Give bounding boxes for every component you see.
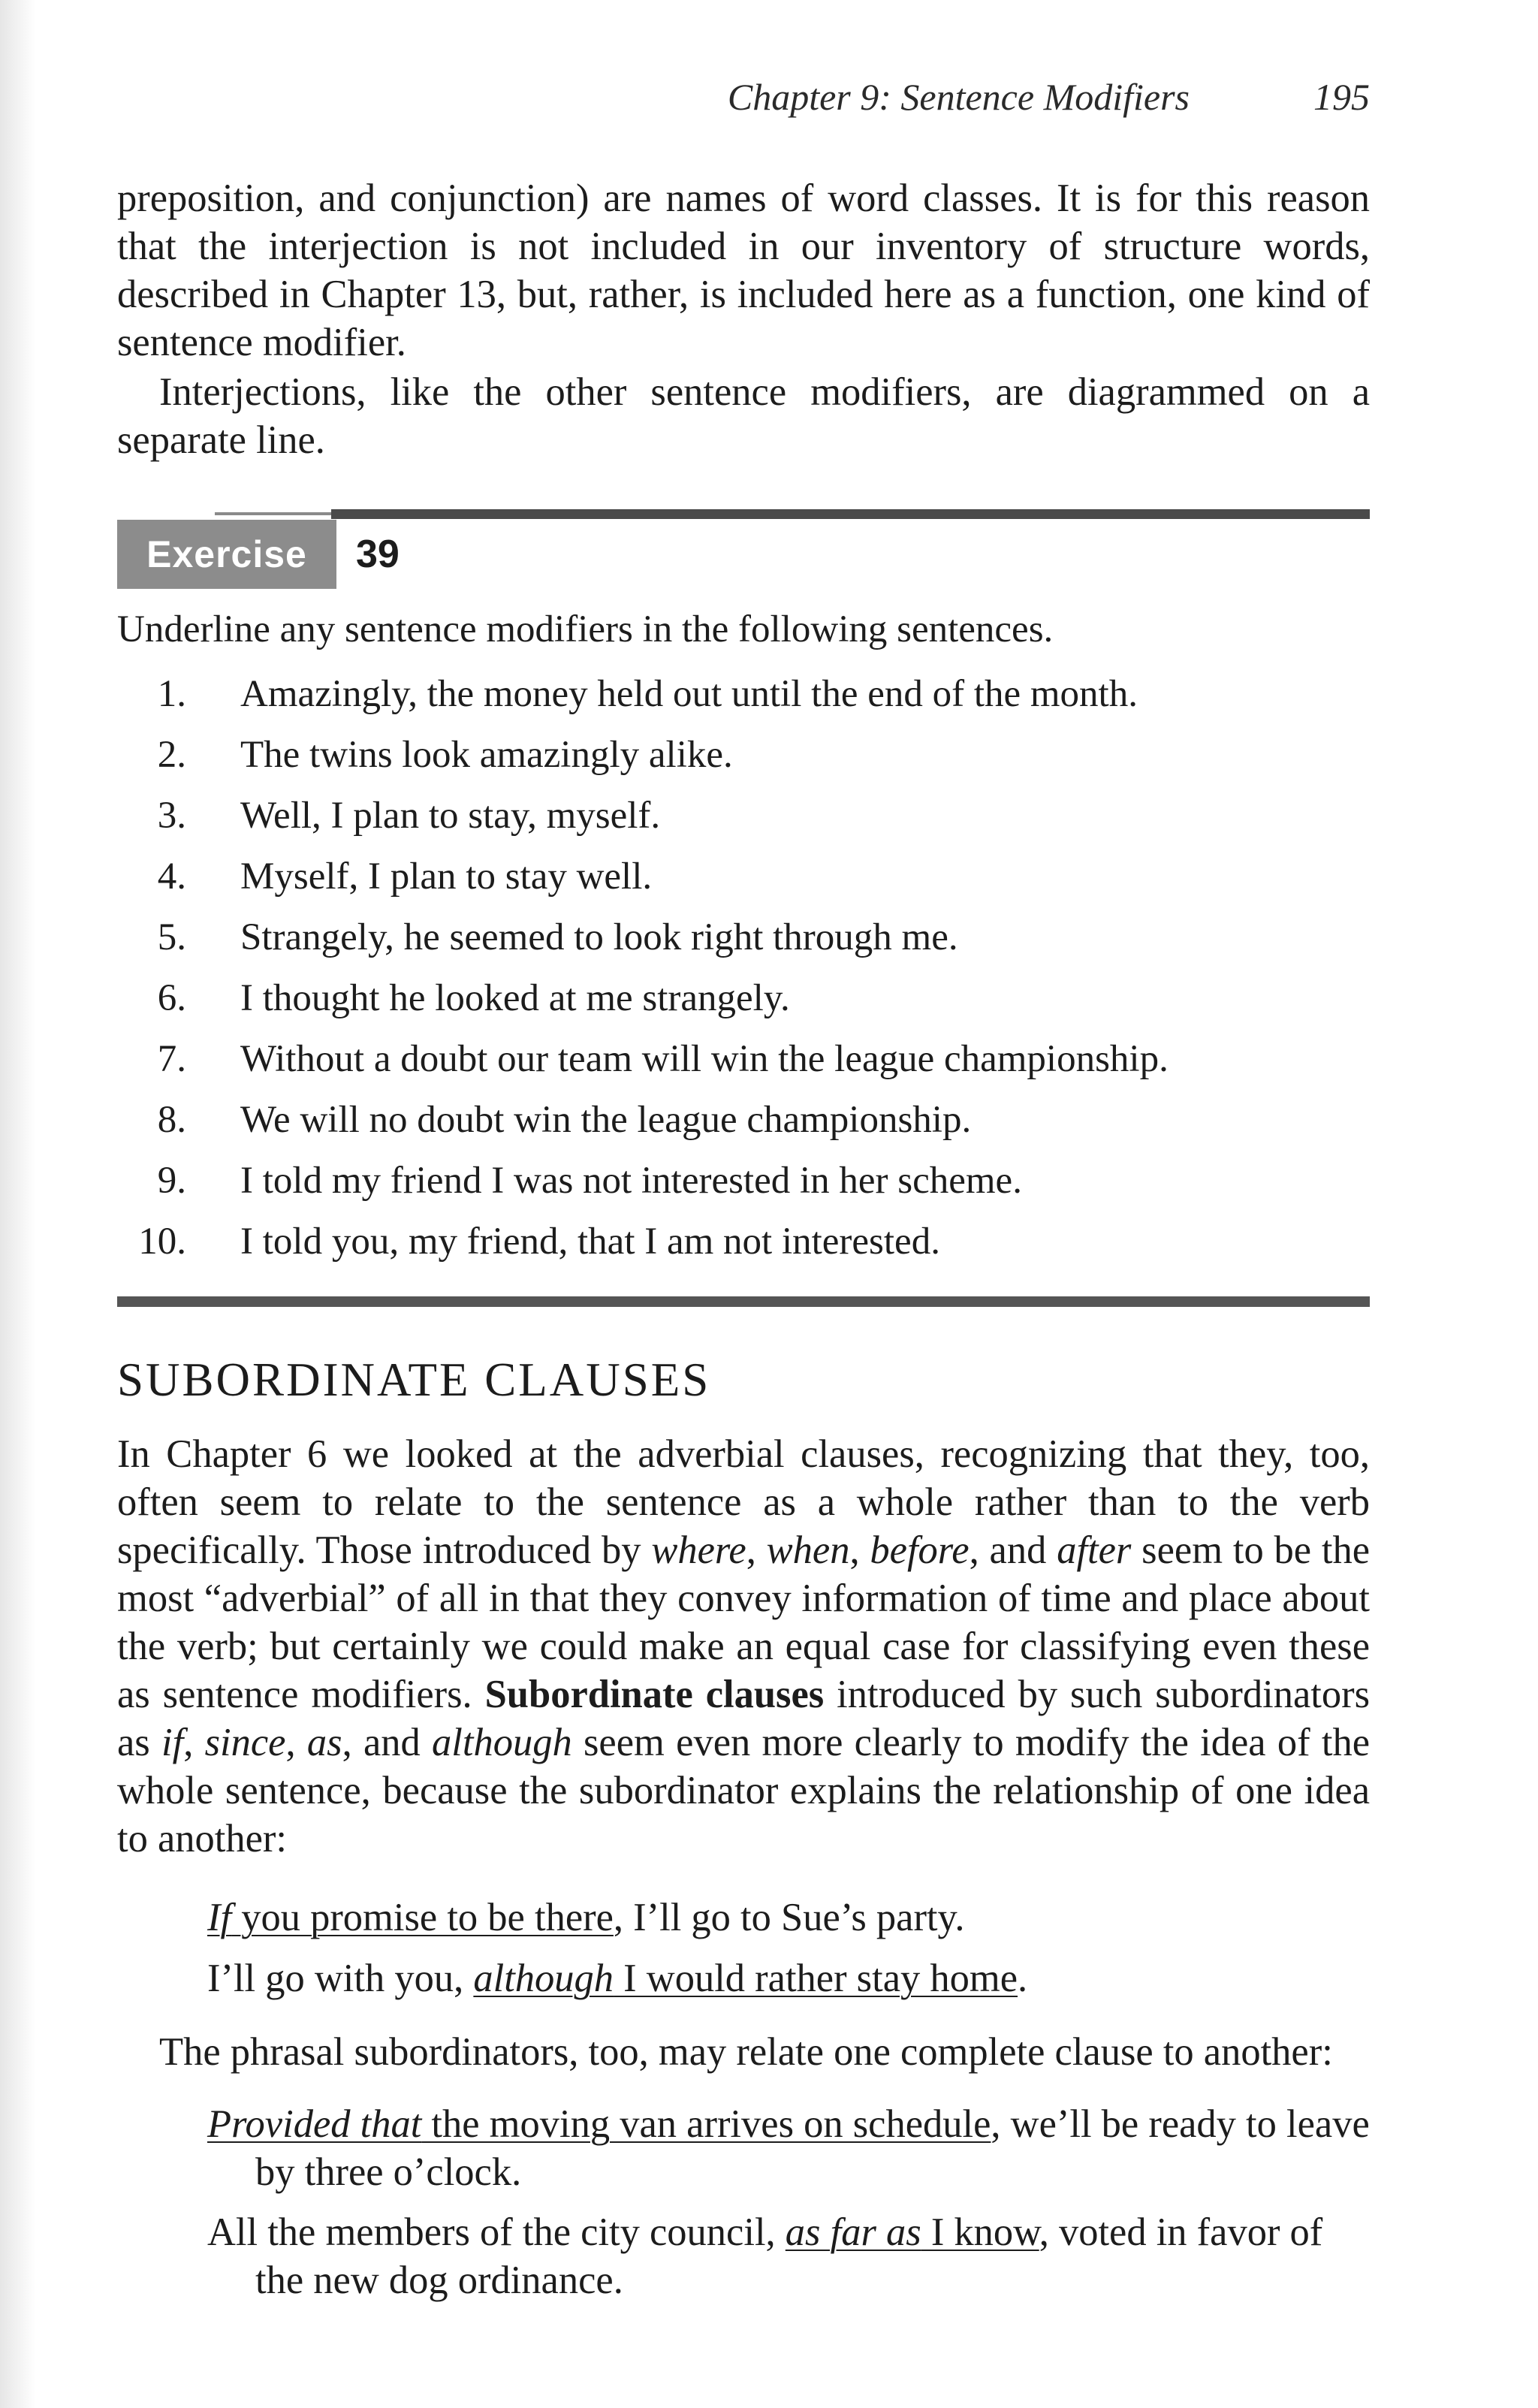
exercise-item-text: The twins look amazingly alike. xyxy=(240,734,733,776)
italic-term: since xyxy=(204,1721,286,1764)
example-sentence-2 xyxy=(207,1954,1027,2002)
italic-term: before xyxy=(870,1528,970,1572)
text-run: , and xyxy=(969,1528,1057,1572)
main-clause-text: , I’ll go to Sue’s party. xyxy=(613,1896,965,1939)
body-paragraph-1: preposition, and conjunction) are names of word classes. It is for this reason that the interjection is not included in our inventory of structure words, described in Chapter 13, but, rather, is included here as a function, one kind of sentence modifier. xyxy=(117,177,1370,364)
exercise-item-text: Strangely, he seemed to look right through me. xyxy=(240,916,958,958)
exercise-item-number: 3. xyxy=(157,795,186,837)
italic-subordinator: although xyxy=(473,1957,614,2000)
exercise-item-number: 6. xyxy=(157,977,186,1019)
text-run: In Chapter 6 we looked at the adverbial clauses, recognizing that they, too, often seem to relate to the sentence as a whole rather than to the verb specifically. Those introduced by xyxy=(117,1432,1370,1572)
exercise-item-text: Myself, I plan to stay well. xyxy=(240,855,653,898)
underlined-clause xyxy=(207,1896,614,1939)
example-sentence-3 xyxy=(207,2100,1370,2196)
underlined-clause xyxy=(473,1957,1018,2000)
text-run: , xyxy=(285,1721,307,1764)
page-gutter-shadow xyxy=(0,0,36,2408)
exercise-item xyxy=(117,792,1370,852)
exercise-instruction: Underline any sentence modifiers in the following sentences. xyxy=(117,608,1054,650)
exercise-item xyxy=(117,913,1370,974)
exercise-item xyxy=(117,1035,1370,1096)
section-paragraph-2: The phrasal subordinators, too, may relate one complete clause to another: xyxy=(159,2030,1333,2074)
example-sentence-4 xyxy=(207,2208,1370,2304)
main-clause-text: I’ll go with you, xyxy=(207,1957,474,2000)
main-clause-text: All the members of the city council, xyxy=(207,2210,786,2254)
running-head xyxy=(117,75,1370,120)
sentence-end: . xyxy=(1018,1957,1028,2000)
exercise-item-number: 9. xyxy=(157,1160,186,1202)
exercise-item-text: We will no doubt win the league championship. xyxy=(240,1099,972,1141)
exercise-item-number: 1. xyxy=(157,673,186,715)
page-number: 195 xyxy=(1313,76,1370,118)
italic-term: when xyxy=(766,1528,850,1572)
text-run: , xyxy=(746,1528,767,1572)
italic-subordinator: If xyxy=(207,1896,232,1939)
italic-subordinator: Provided that xyxy=(207,2102,422,2146)
underlined-clause xyxy=(207,2102,991,2146)
text-run: seem to be the most “adverbial” of all in that they convey information of time and place about the verb; but certainly we could make an equal case for classifying even these as sentence modifiers. xyxy=(117,1528,1371,1716)
exercise-item xyxy=(117,1157,1370,1218)
clause-text: the moving van arrives on schedule xyxy=(421,2102,991,2146)
text-run: , xyxy=(183,1721,205,1764)
exercise-top-rule xyxy=(331,509,1370,519)
exercise-item xyxy=(117,1096,1370,1157)
clause-text: you promise to be there xyxy=(231,1896,614,1939)
italic-term: after xyxy=(1057,1528,1132,1572)
exercise-item-text: I told you, my friend, that I am not interested. xyxy=(240,1221,940,1263)
exercise-item-text: Well, I plan to stay, myself. xyxy=(240,795,661,837)
exercise-box xyxy=(117,502,1370,1313)
exercise-item xyxy=(117,852,1370,913)
text-run: seem even more clearly to modify the idea of the whole sentence, because the subordinator explains the relationship of one idea to another: xyxy=(117,1721,1371,1860)
italic-term: although xyxy=(432,1721,572,1764)
exercise-item xyxy=(117,670,1370,731)
exercise-item-number: 7. xyxy=(157,1038,186,1080)
exercise-item xyxy=(117,731,1370,792)
exercise-item-text: Amazingly, the money held out until the end of the month. xyxy=(240,673,1138,715)
main-clause-text: , we’ll be ready to leave by three o’clock. xyxy=(255,2102,1370,2194)
exercise-item-text: I thought he looked at me strangely. xyxy=(240,977,790,1019)
example-sentence-1 xyxy=(207,1894,964,1942)
underlined-clause xyxy=(786,2210,1039,2254)
exercise-item-number: 10. xyxy=(138,1221,186,1263)
exercise-number: 39 xyxy=(356,533,400,576)
bold-term: Subordinate clauses xyxy=(484,1673,825,1716)
text-run: introduced by such subordinators as xyxy=(117,1673,1371,1764)
italic-subordinator: as far as xyxy=(785,2210,921,2254)
exercise-item-number: 8. xyxy=(157,1099,186,1141)
text-run: , and xyxy=(342,1721,433,1764)
italic-term: as xyxy=(306,1721,342,1764)
clause-text: I know xyxy=(921,2210,1039,2254)
section-heading: SUBORDINATE CLAUSES xyxy=(117,1353,711,1406)
exercise-label: Exercise xyxy=(117,520,336,589)
exercise-item-text: Without a doubt our team will win the league championship. xyxy=(240,1038,1169,1080)
section-paragraph-1 xyxy=(117,1430,1370,1863)
exercise-item xyxy=(117,1218,1370,1278)
exercise-item-number: 2. xyxy=(157,734,186,776)
exercise-list xyxy=(117,670,1370,1278)
italic-term: if xyxy=(161,1721,184,1764)
italic-term: where xyxy=(651,1528,746,1572)
exercise-item-number: 5. xyxy=(157,916,186,958)
clause-text: I would rather stay home xyxy=(614,1957,1018,2000)
exercise-bottom-rule xyxy=(117,1296,1370,1307)
exercise-item xyxy=(117,974,1370,1035)
exercise-rule-thin xyxy=(215,512,335,515)
exercise-item-number: 4. xyxy=(157,855,186,898)
body-paragraph-2: Interjections, like the other sentence modifiers, are diagrammed on a separate line. xyxy=(117,370,1370,462)
sentence-end: , voted in favor of the new dog ordinance. xyxy=(255,2210,1323,2302)
running-head-chapter: Chapter 9: Sentence Modifiers xyxy=(727,76,1190,118)
exercise-item-text: I told my friend I was not interested in her scheme. xyxy=(240,1160,1022,1202)
text-run: , xyxy=(849,1528,870,1572)
